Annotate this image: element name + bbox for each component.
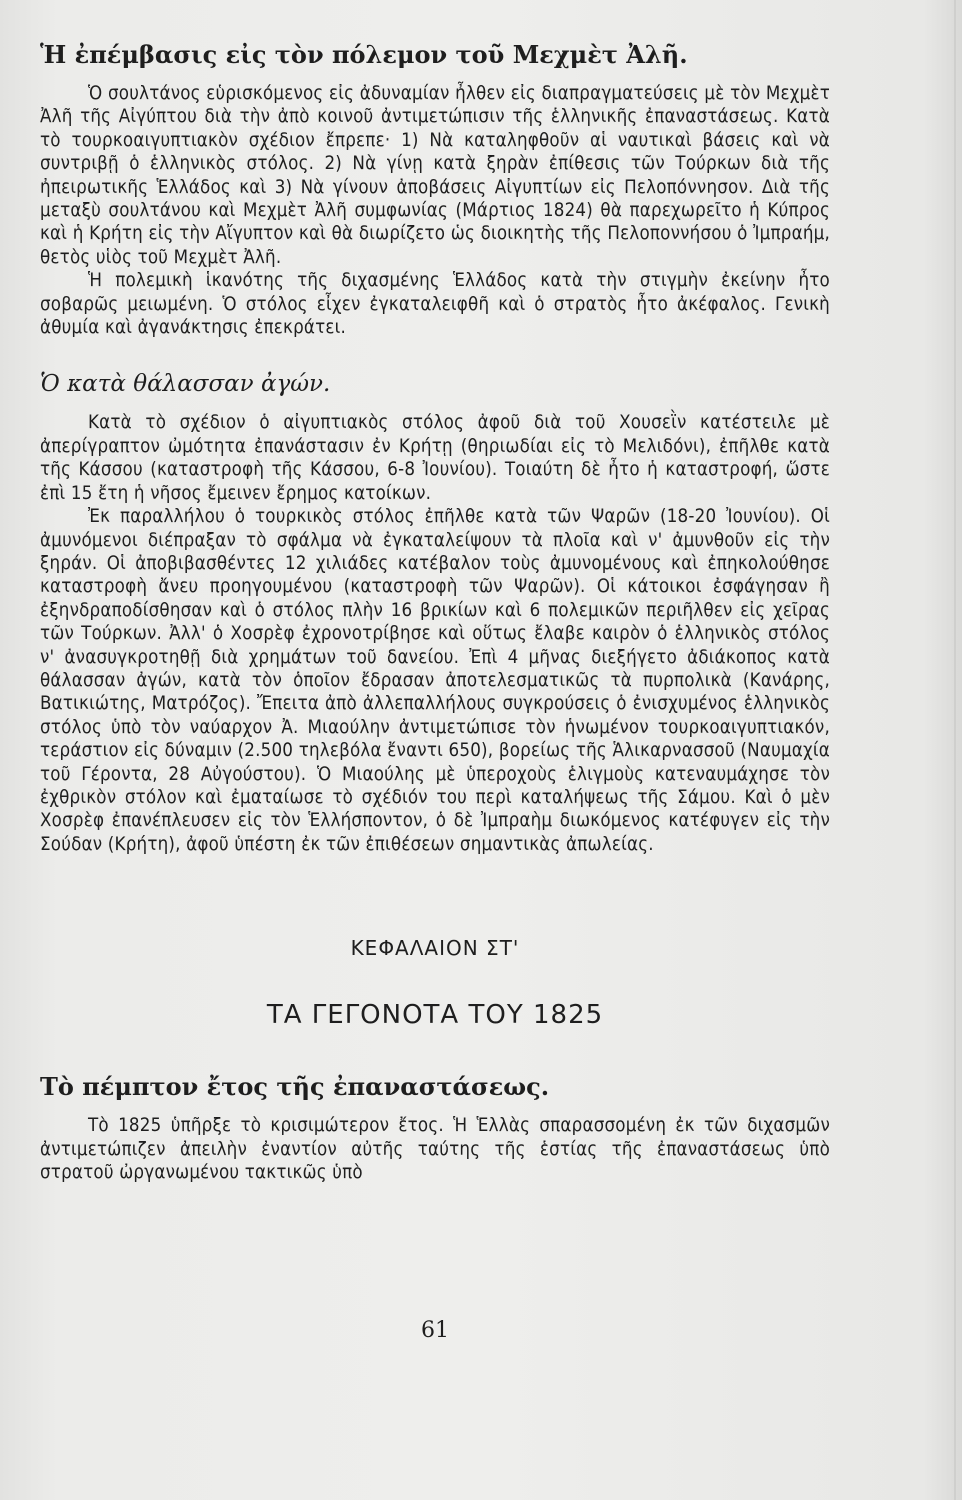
page-number: 61 [421,1318,449,1343]
chapter-title: ΤΑ ΓΕΓΟΝΟΤΑ ΤΟΥ 1825 [266,1000,604,1031]
chapter-label: ΚΕΦΑΛΑΙΟΝ ΣΤ' [350,936,520,961]
paragraph-intervention-1: Ὁ σουλτάνος εὑρισκόμενος εἰς ἀδυναμίαν ἦλθεν εἰς διαπραγματεύσεις μὲ τὸν Μεχμὲτ Ἀλῆ τῆς Αἰγύπτου διὰ τὴν ἀπὸ κοινοῦ ἀντιμετώπισιν τῆς ἑλληνικῆς ἐπαναστάσεως. Κατὰ τὸ τουρκοαιγυπτιακὸν σχέδιον ἔπρεπε· 1) Νὰ καταληφθοῦν αἱ ναυτικαὶ βάσεις καὶ νὰ συντριβῇ ὁ ἑλληνικὸς στόλος. 2) Νὰ γίνῃ κατὰ ξηρὰν ἐπίθεσις τῶν Τούρκων διὰ τῆς ἠπειρωτικῆς Ἑλλάδος καὶ 3) Νὰ γίνουν ἀποβάσεις Αἰγυπτίων εἰς Πελοπόννησον. Διὰ τῆς μεταξὺ σουλτάνου καὶ Μεχμὲτ Ἀλῆ συμφωνίας (Μάρτιος 1824) θὰ παρεχωρεῖτο ἡ Κύπρος καὶ ἡ Κρήτη εἰς τὴν Αἴγυπτον καὶ θὰ διωρίζετο ὡς διοικητὴς τῆς Πελοποννήσου ὁ Ἰμπραήμ, θετὸς υἱὸς τοῦ Μεχμὲτ Ἀλῆ. [40,83,830,268]
paragraph-intervention-2: Ἡ πολεμικὴ ἱκανότης τῆς διχασμένης Ἑλλάδος κατὰ τὴν στιγμὴν ἐκείνην ἦτο σοβαρῶς μειωμένη. Ὁ στόλος εἶχεν ἐγκαταλειφθῆ καὶ ὁ στρατὸς ἦτο ἀκέφαλος. Γενικὴ ἀθυμία καὶ ἀγανάκτησις ἐπεκράτει. [40,270,830,339]
paragraph-naval-1: Κατὰ τὸ σχέδιον ὁ αἰγυπτιακὸς στόλος ἀφοῦ διὰ τοῦ Χουσεῒν κατέστειλε μὲ ἀπερίγραπτον ὠμότητα ἐπανάστασιν ἐν Κρήτῃ (θηριωδίαι εἰς τὸ Μελιδόνι), ἐπῆλθε κατὰ τῆς Κάσσου (καταστροφὴ τῆς Κάσσου, 6-8 Ἰουνίου). Τοιαύτη δὲ ἦτο ἡ καταστροφή, ὥστε ἐπὶ 15 ἔτη ἡ νῆσος ἔμεινεν ἔρημος κατοίκων. [40,412,830,504]
page-edge [954,0,956,1500]
section-heading-intervention: Ἡ ἐπέμβασις εἰς τὸν πόλεμον τοῦ Μεχμὲτ Ἀλῆ. [40,40,688,69]
section-heading-fifth-year: Τὸ πέμπτον ἔτος τῆς ἐπαναστάσεως. [40,1072,550,1102]
paragraph-fifth-year-1: Τὸ 1825 ὑπῆρξε τὸ κρισιμώτερον ἔτος. Ἡ Ἑλλὰς σπαρασσομένη ἐκ τῶν διχασμῶν ἀντιμετώπιζεν ἀπειλὴν ἐναντίον αὐτῆς ταύτης τῆς ἑστίας τῆς ἐπαναστάσεως ὑπὸ στρατοῦ ὠργανωμένου τακτικῶς ὑπὸ [40,1115,830,1183]
text-column [40,38,830,1184]
paragraph-naval-2: Ἐκ παραλλήλου ὁ τουρκικὸς στόλος ἐπῆλθε κατὰ τῶν Ψαρῶν (18-20 Ἰουνίου). Οἱ ἀμυνόμενοι διέπραξαν τὸ σφάλμα νὰ ἐγκαταλείψουν τὰ πλοῖα καὶ ν' ἀμυνθοῦν εἰς τὴν ξηράν. Οἱ ἀποβιβασθέντες 12 χιλιάδες κατέβαλον τοὺς ἀμυνομένους καὶ ἐπηκολούθησε καταστροφὴ ἄνευ προηγουμένου (καταστροφὴ τῶν Ψαρῶν). Οἱ κάτοικοι ἐσφάγησαν ἢ ἐξηνδραποδίσθησαν καὶ ὁ στόλος πλὴν 16 βρικίων καὶ 6 πολεμικῶν περιῆλθεν εἰς χεῖρας τῶν Τούρκων. Ἀλλ' ὁ Χοσρὲφ ἐχρονοτρίβησε καὶ οὕτως ἔλαβε καιρὸν ὁ ἑλληνικὸς στόλος ν' ἀνασυγκροτηθῇ διὰ χρημάτων τοῦ δανείου. Ἐπὶ 4 μῆνας διεξήγετο ἀδιάκοπος κατὰ θάλασσαν ἀγών, κατὰ τὸν ὁποῖον ἔδρασαν ἀποτελεσματικῶς τὰ πυρπολικὰ (Κανάρης, Βατικιώτης, Ματρόζος). Ἔπειτα ἀπὸ ἀλλεπαλλήλους συγκρούσεις ὁ ἐνισχυμένος ἑλληνικὸς στόλος ὑπὸ τὸν ναύαρχον Ἀ. Μιαούλην ἀντιμετώπισε τὸν ἡνωμένον τουρκοαιγυπτιακόν, τεράστιον εἰς δύναμιν (2.500 τηλεβόλα ἔναντι 650), βορείως τῆς Ἁλικαρνασσοῦ (Ναυμαχία τοῦ Γέροντα, 28 Αὐγούστου). Ὁ Μιαούλης μὲ ὑπεροχοὺς ἑλιγμοὺς κατεναυμάχησε τὸν ἐχθρικὸν στόλον καὶ ἐματαίωσε τὸ σχέδιόν του περὶ καταλήψεως τῆς Σάμου. Καὶ ὁ μὲν Χοσρὲφ ἐπανέπλευσεν εἰς τὸν Ἑλλήσποντον, ὁ δὲ Ἰμπραὴμ διωκόμενος κατέφυγεν εἰς τὴν Σούδαν (Κρήτη), ἀφοῦ ὑπέστη ἐκ τῶν ἐπιθέσεων σημαντικὰς ἀπωλείας. [40,506,830,855]
section-heading-naval-struggle: Ὁ κατὰ θάλασσαν ἀγών. [40,371,331,398]
